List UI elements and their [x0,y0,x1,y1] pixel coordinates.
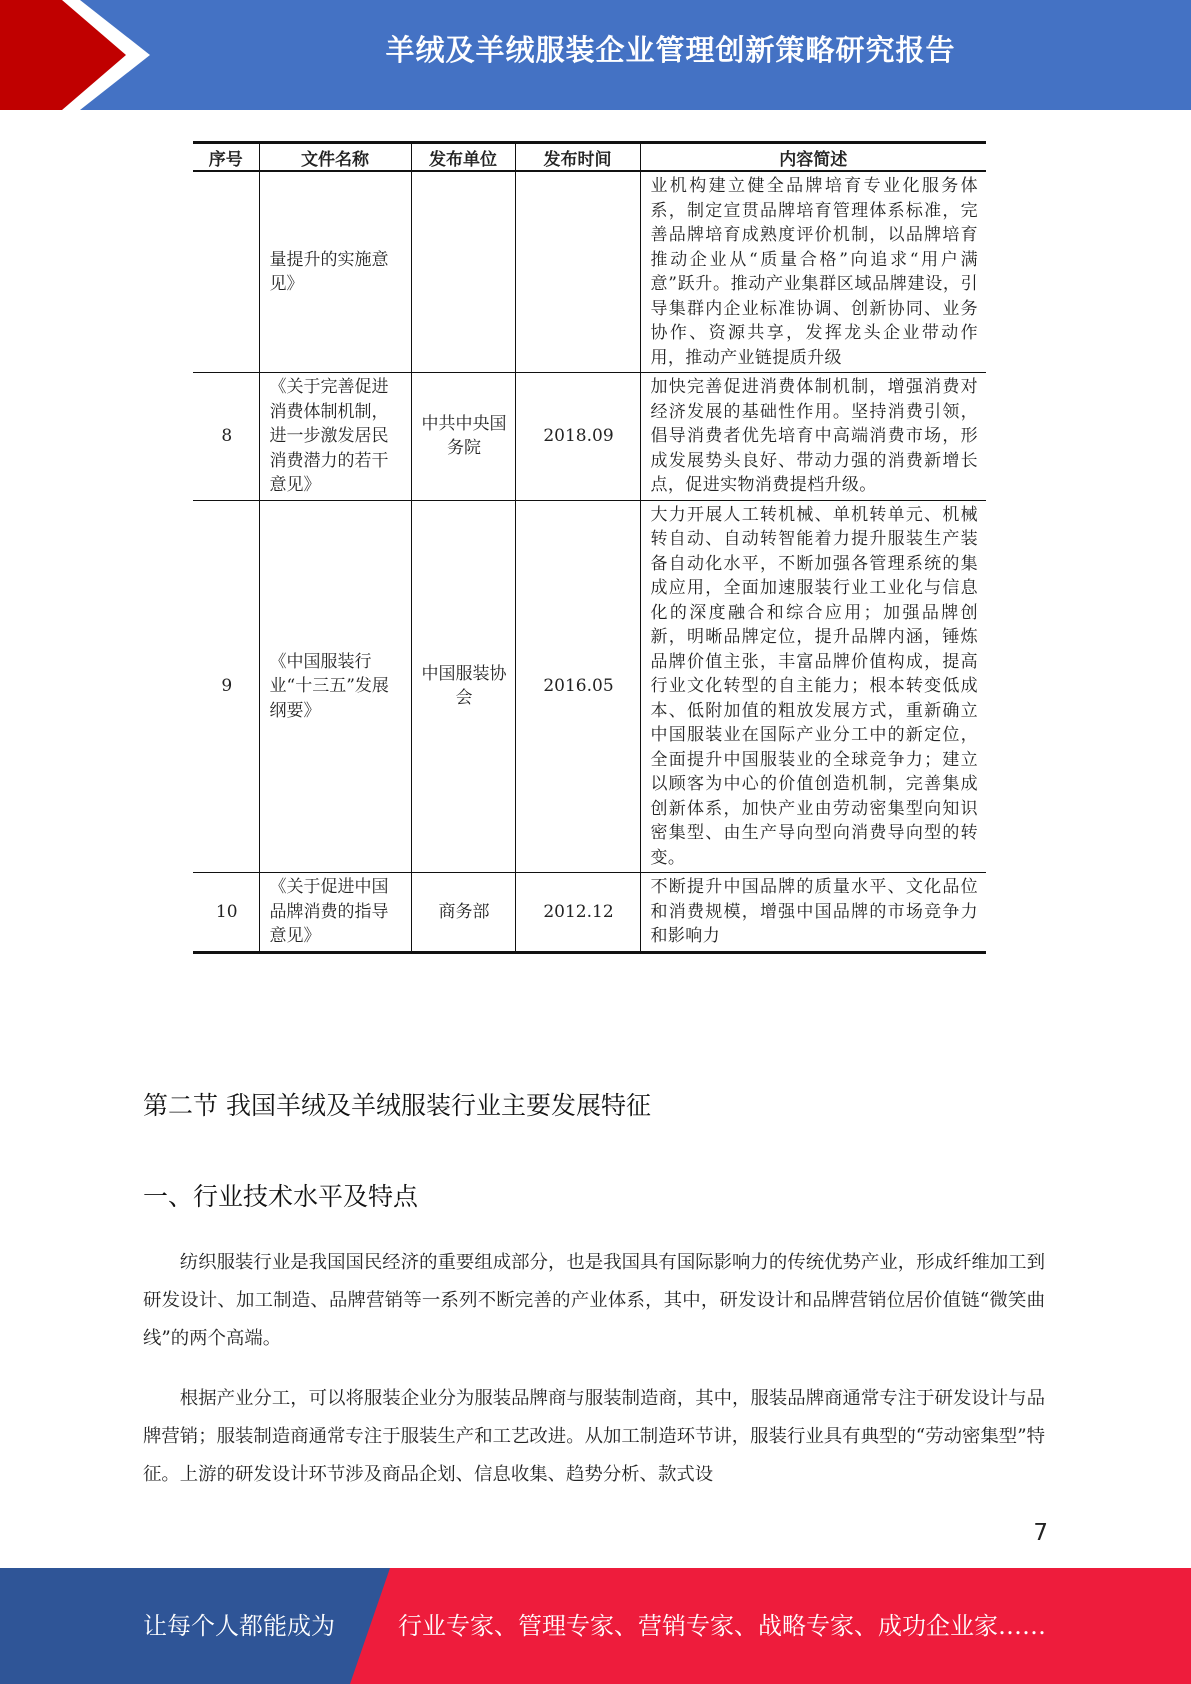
column-header-summary: 内容简述 [640,143,986,172]
footer-slogan-right: 行业专家、管理专家、营销专家、战略专家、成功企业家…… [398,1612,1046,1640]
publish-date [515,171,640,373]
summary: 加快完善促进消费体制机制，增强消费对经济发展的基础性作用。坚持消费引领，倡导消费者优先培育中高端消费市场，形成发展势头良好、带动力强的消费新增长点，促进实物消费提档升级。 [640,373,986,501]
page-header [0,0,1191,110]
row-number [193,171,259,373]
publish-date: 2012.12 [515,873,640,953]
row-number: 8 [193,373,259,501]
report-title: 羊绒及羊绒服装企业管理创新策略研究报告 [385,33,956,67]
body-paragraph: 纺织服装行业是我国国民经济的重要组成部分，也是我国具有国际影响力的传统优势产业，形成纤维加工到研发设计、加工制造、品牌营销等一系列不断完善的产业体系，其中，研发设计和品牌营销位居价值链“微笑曲线”的两个高端。 [143,1252,1045,1349]
policy-table [193,141,986,954]
section-heading: 第二节 我国羊绒及羊绒服装行业主要发展特征 [143,1091,651,1120]
row-number: 9 [193,500,259,873]
summary: 不断提升中国品牌的质量水平、文化品位和消费规模，增强中国品牌的市场竞争力和影响力 [640,873,986,953]
column-header-publish-date: 发布时间 [515,143,640,172]
page-number: 7 [1033,1520,1048,1546]
page-footer [0,1568,1191,1684]
document-name: 《关于完善促进消费体制机制，进一步激发居民消费潜力的若干意见》 [259,373,411,501]
publish-date: 2016.05 [515,500,640,873]
table-row [193,500,986,873]
publisher: 商务部 [411,873,515,953]
publish-date: 2018.09 [515,373,640,501]
summary: 大力开展人工转机械、单机转单元、机械转自动、自动转智能着力提升服装生产装备自动化水平，不断加强各管理系统的集成应用，全面加速服装行业工业化与信息化的深度融合和综合应用；加强品牌创新，明晰品牌定位，提升品牌内涵，锤炼品牌价值主张，丰富品牌价值构成，提高行业文化转型的自主能力；根本转变低成本、低附加值的粗放发展方式，重新确立中国服装业在国际产业分工中的新定位，全面提升中国服装业的全球竞争力；建立以顾客为中心的价值创造机制，完善集成创新体系，加快产业由劳动密集型向知识密集型、由生产导向型向消费导向型的转变。 [640,500,986,873]
document-name: 量提升的实施意见》 [259,171,411,373]
footer-slogan-left: 让每个人都能成为 [143,1612,335,1640]
header-chevron-icon [0,0,160,110]
table-row [193,873,986,953]
column-header-document-name: 文件名称 [259,143,411,172]
column-header-number: 序号 [193,143,259,172]
subsection-heading: 一、行业技术水平及特点 [143,1182,419,1211]
table-row [193,373,986,501]
column-header-publisher: 发布单位 [411,143,515,172]
table-header-row [193,143,986,172]
document-name: 《关于促进中国品牌消费的指导意见》 [259,873,411,953]
summary: 业机构建立健全品牌培育专业化服务体系，制定宣贯品牌培育管理体系标准，完善品牌培育成熟度评价机制，以品牌培育推动企业从“质量合格”向追求“用户满意”跃升。推动产业集群区域品牌建设，引导集群内企业标准协调、创新协同、业务协作、资源共享，发挥龙头企业带动作用，推动产业链提质升级 [640,171,986,373]
publisher [411,171,515,373]
body-paragraph: 根据产业分工，可以将服装企业分为服装品牌商与服装制造商，其中，服装品牌商通常专注于研发设计与品牌营销；服装制造商通常专注于服装生产和工艺改进。从加工制造环节讲，服装行业具有典型的“劳动密集型”特征。上游的研发设计环节涉及商品企划、信息收集、趋势分析、款式设 [143,1388,1045,1485]
row-number: 10 [193,873,259,953]
document-name: 《中国服装行业“十三五”发展纲要》 [259,500,411,873]
policy-table-container [193,141,986,954]
table-row [193,171,986,373]
publisher: 中国服装协会 [411,500,515,873]
publisher: 中共中央国务院 [411,373,515,501]
